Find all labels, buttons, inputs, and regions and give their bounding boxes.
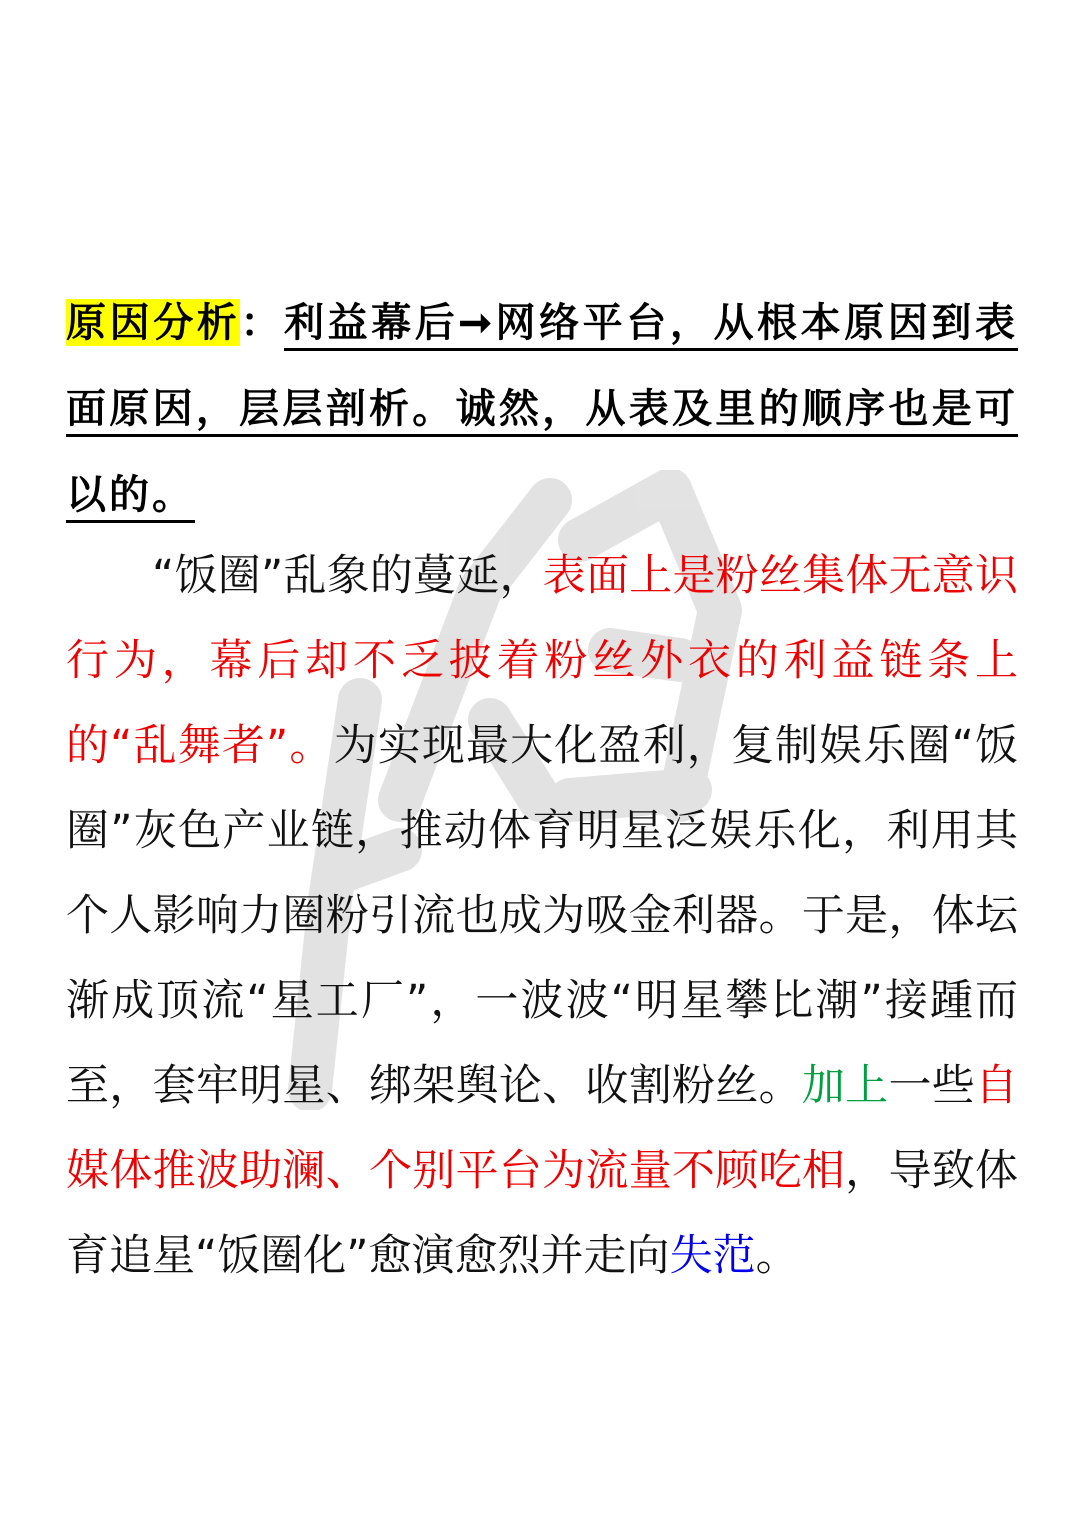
body-paragraph [66,534,1018,1299]
analysis-note [66,280,1018,538]
paragraph-segment-green: 加上 [801,1061,889,1111]
paragraph-segment: 。 [755,1231,799,1281]
paragraph-segment-red: 自媒体推波助澜、个别平台为流量不顾吃相 [66,1061,1019,1196]
paragraph-segment-red: 表面上是粉丝集体无意识行为，幕后却不乏披着粉丝外衣的利益链条上的“乱舞者”。 [66,551,1018,771]
paragraph-segment: 为实现最大化盈利，复制娱乐圈“饭圈”灰色产业链，推动体育明星泛娱乐化，利用其个人影响力圈粉引流也成为吸金利器。于是，体坛渐成顶流“星工厂”，一波波“明星攀比潮”接踵而至，套牢明星、绑架舆论、收割粉丝。 [66,721,1018,1111]
note-label: 原因分析 [66,299,241,346]
paragraph-segment: 一些 [888,1061,976,1111]
note-colon: ： [240,299,284,346]
note-text: 利益幕后➞网络平台，从根本原因到表面原因，层层剖析。诚然，从表及里的顺序也是可以的。 [66,299,1019,518]
paragraph-segment: “饭圈”乱象的蔓延， [152,551,543,601]
paragraph-segment: ，导致体育追星“饭圈化”愈演愈烈并走向 [66,1146,1019,1281]
paragraph-segment-blue: 失范 [669,1231,756,1281]
